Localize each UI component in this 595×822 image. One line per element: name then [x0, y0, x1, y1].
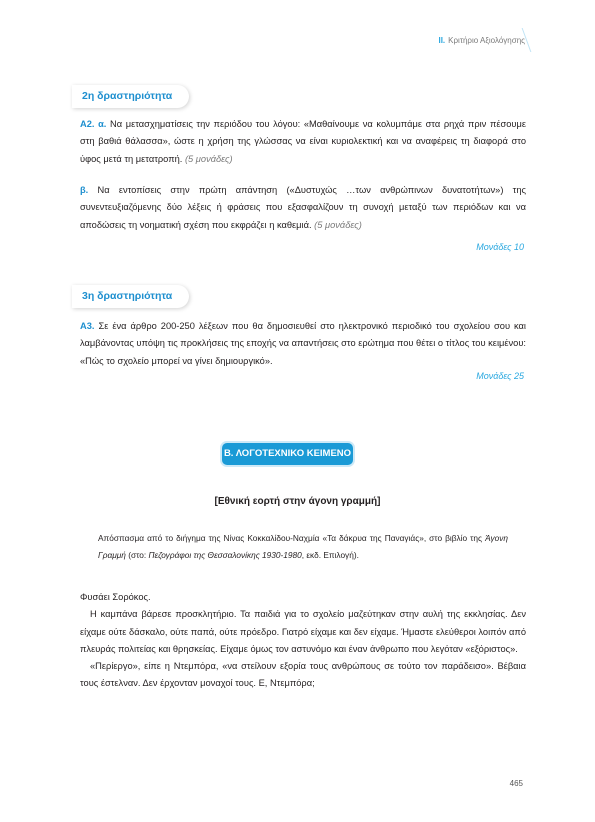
question-a2a-points: (5 μονάδες)	[184, 153, 233, 164]
source-note-text: Απόσπασμα από το διήγημα της Νίνας Κοκκαλίδου-Ναχμία «Τα δάκρυα της Παναγιάς», στο βιβλίο της	[98, 533, 486, 543]
chapter-title: Κριτήριο Αξιολόγησης	[448, 36, 525, 45]
question-a3	[80, 318, 526, 370]
story-text	[80, 589, 526, 693]
question-a2a-label: Α2. α.	[80, 119, 107, 129]
source-anthology-title: Πεζογράφοι της Θεσσαλονίκης 1930-1980	[148, 550, 302, 560]
activity-2-score: Μονάδες 10	[476, 242, 524, 252]
question-a2b	[80, 182, 526, 234]
source-book-title: Άγονη Γραμμή	[98, 533, 508, 560]
activity-3-heading: 3η δραστηριότητα	[72, 285, 189, 308]
story-source-note	[98, 530, 508, 564]
page-number: 465	[509, 779, 523, 788]
story-paragraph-1: Φυσάει Σορόκος.	[80, 592, 151, 602]
question-a2a	[80, 116, 526, 168]
section-b-banner: Β. ΛΟΓΟΤΕΧΝΙΚΟ ΚΕΙΜΕΝΟ	[222, 443, 353, 465]
question-a3-text: Σε ένα άρθρο 200-250 λέξεων που θα δημοσιευθεί στο ηλεκτρονικό περιοδικό του σχολείου σου και λαμβάνοντας υπόψη τις προκλήσεις της εποχής να απαντήσεις στο ερώτημα που θέτει ο τίτλος του κειμένου: «Πώς το σχολείο μπορεί να γίνει δημιουργικό».	[80, 321, 526, 366]
question-a2b-label: β.	[80, 185, 89, 195]
running-header	[438, 36, 525, 45]
question-a2b-text: Να εντοπίσεις στην πρώτη απάντηση («Δυστυχώς …των ανθρώπινων δυνατοτήτων») της συνεντευξιαζόμενης δύο λέξεις ή φράσεις που εξασφαλίζουν τη συνοχή μεταξύ των περιόδων και να αποδώσεις τη νοηματική σχέση που εκφράζει η καθεμιά.	[80, 185, 526, 230]
source-note-text: (στο:	[125, 550, 149, 560]
source-note-text: , εκδ. Επιλογή).	[301, 550, 359, 560]
activity-3-score: Μονάδες 25	[476, 371, 524, 381]
question-a2b-points: (5 μονάδες)	[314, 219, 362, 230]
question-a3-label: Α3.	[80, 321, 95, 331]
activity-2-heading: 2η δραστηριότητα	[72, 85, 189, 108]
story-paragraph-2: Η καμπάνα βάρεσε προσκλητήριο. Τα παιδιά για το σχολείο μαζεύτηκαν στην αυλή της εκκλησίας. Δεν είχαμε ούτε δάσκαλο, ούτε παπά, ούτε πρόεδρο. Γιατρό είχαμε και δεν είχαμε. Ήμαστε ελεύθεροι λοιπόν από πλευράς πολιτείας και θρησκείας. Είχαμε όμως τον αστυνόμο και έναν άνθρωπο που λεγόταν «εξόριστος».	[80, 609, 526, 654]
chapter-number: II.	[438, 36, 446, 45]
question-a2a-text: Να μετασχηματίσεις την περιόδου του λόγου: «Μαθαίνουμε να κολυμπάμε στα ρηχά πριν πέσουμε στη βαθιά θάλασσα», ώστε η χρήση της γλώσσας να είναι κυριολεκτική και να αναφέρεις τη διαφορά στο ύφος μετά τη μετατροπή.	[80, 119, 526, 164]
story-paragraph-3: «Περίεργο», είπε η Ντεμπόρα, «να στείλουν εξορία τους ανθρώπους σε τούτο τον παράδεισο». Βέβαια τους έστελναν. Δεν έρχονταν μοναχοί τους. Ε, Ντεμπόρα;	[80, 661, 526, 689]
story-title: [Εθνική εορτή στην άγονη γραμμή]	[214, 496, 381, 507]
